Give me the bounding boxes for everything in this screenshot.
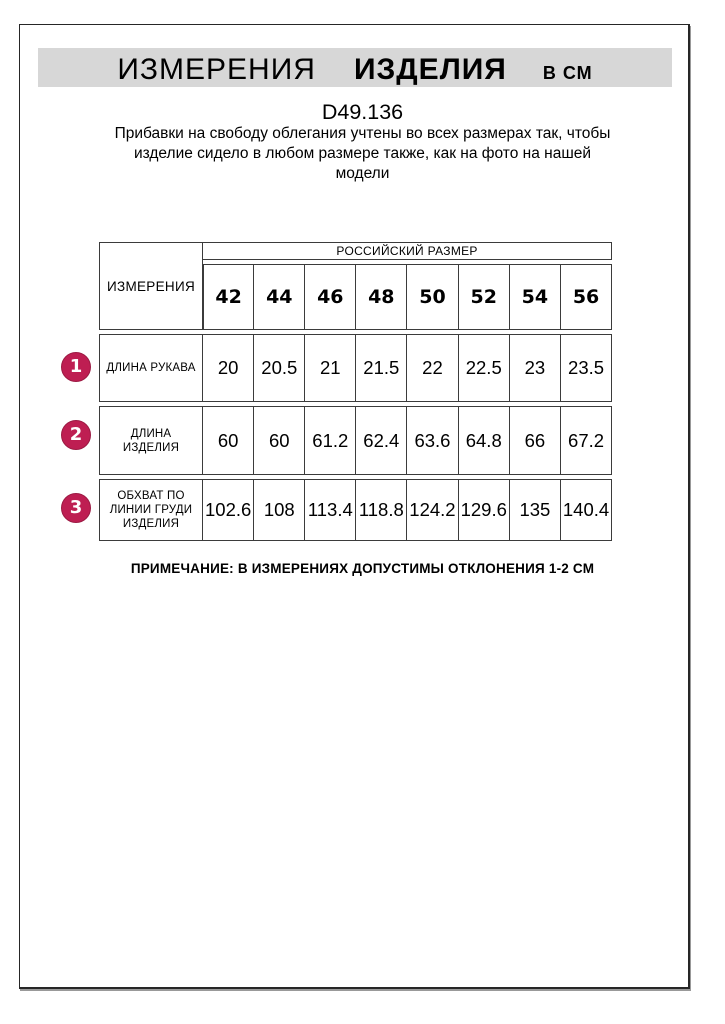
page-title-measurements: ИЗМЕРЕНИЯ bbox=[117, 53, 316, 86]
measurement-value: 60 bbox=[254, 406, 305, 475]
measurement-value: 129.6 bbox=[459, 479, 510, 541]
measurement-value: 61.2 bbox=[305, 406, 356, 475]
fit-description-line: модели bbox=[335, 165, 390, 182]
measurement-value: 67.2 bbox=[561, 406, 612, 475]
table-group-header: РОССИЙСКИЙ РАЗМЕР bbox=[203, 242, 612, 260]
page-title-product: ИЗДЕЛИЯ bbox=[353, 53, 507, 86]
model-code: D49.136 bbox=[321, 100, 404, 124]
fit-description-line: изделие сидело в любом размере также, как на фото на нашей bbox=[133, 145, 592, 162]
fit-description bbox=[0, 124, 725, 184]
measurement-value: 20 bbox=[203, 334, 254, 402]
measurement-value: 66 bbox=[510, 406, 561, 475]
row-label: ДЛИНА ИЗДЕЛИЯ bbox=[99, 406, 203, 475]
row-label: ДЛИНА РУКАВА bbox=[99, 334, 203, 402]
size-header: 42 bbox=[203, 264, 254, 330]
row-number-badge-3: 3 bbox=[61, 493, 91, 523]
measurement-value: 21.5 bbox=[356, 334, 407, 402]
table-row-chest-girth bbox=[99, 479, 612, 541]
title-bar bbox=[38, 48, 672, 87]
measurement-value: 102.6 bbox=[203, 479, 254, 541]
measurement-value: 23.5 bbox=[561, 334, 612, 402]
size-table bbox=[99, 238, 612, 545]
size-header: 50 bbox=[407, 264, 458, 330]
measurement-value: 62.4 bbox=[356, 406, 407, 475]
measurement-value: 22.5 bbox=[459, 334, 510, 402]
tolerance-note: ПРИМЕЧАНИЕ: В ИЗМЕРЕНИЯХ ДОПУСТИМЫ ОТКЛОНЕНИЯ 1-2 СМ bbox=[130, 561, 595, 576]
size-header: 46 bbox=[305, 264, 356, 330]
row-label: ОБХВАТ ПО ЛИНИИ ГРУДИ ИЗДЕЛИЯ bbox=[99, 479, 203, 541]
size-header: 44 bbox=[254, 264, 305, 330]
measurement-value: 63.6 bbox=[407, 406, 458, 475]
row-number-badge-2: 2 bbox=[61, 420, 91, 450]
size-header: 56 bbox=[561, 264, 612, 330]
table-row-item-length bbox=[99, 406, 612, 475]
row-number-badge-1: 1 bbox=[61, 352, 91, 382]
measurement-value: 64.8 bbox=[459, 406, 510, 475]
measurement-value: 60 bbox=[203, 406, 254, 475]
size-table-wrap bbox=[99, 238, 612, 545]
table-row-sleeve-length bbox=[99, 334, 612, 402]
table-corner-header: ИЗМЕРЕНИЯ bbox=[99, 242, 203, 330]
measurement-value: 22 bbox=[407, 334, 458, 402]
measurement-value: 135 bbox=[510, 479, 561, 541]
page-title-unit: В СМ bbox=[542, 63, 593, 83]
size-header: 48 bbox=[356, 264, 407, 330]
measurement-value: 124.2 bbox=[407, 479, 458, 541]
measurement-value: 20.5 bbox=[254, 334, 305, 402]
size-header: 52 bbox=[459, 264, 510, 330]
measurement-value: 118.8 bbox=[356, 479, 407, 541]
measurement-value: 113.4 bbox=[305, 479, 356, 541]
measurement-value: 21 bbox=[305, 334, 356, 402]
measurement-value: 108 bbox=[254, 479, 305, 541]
size-header: 54 bbox=[510, 264, 561, 330]
fit-description-line: Прибавки на свободу облегания учтены во всех размерах так, чтобы bbox=[114, 125, 611, 142]
measurement-value: 140.4 bbox=[561, 479, 612, 541]
measurement-value: 23 bbox=[510, 334, 561, 402]
